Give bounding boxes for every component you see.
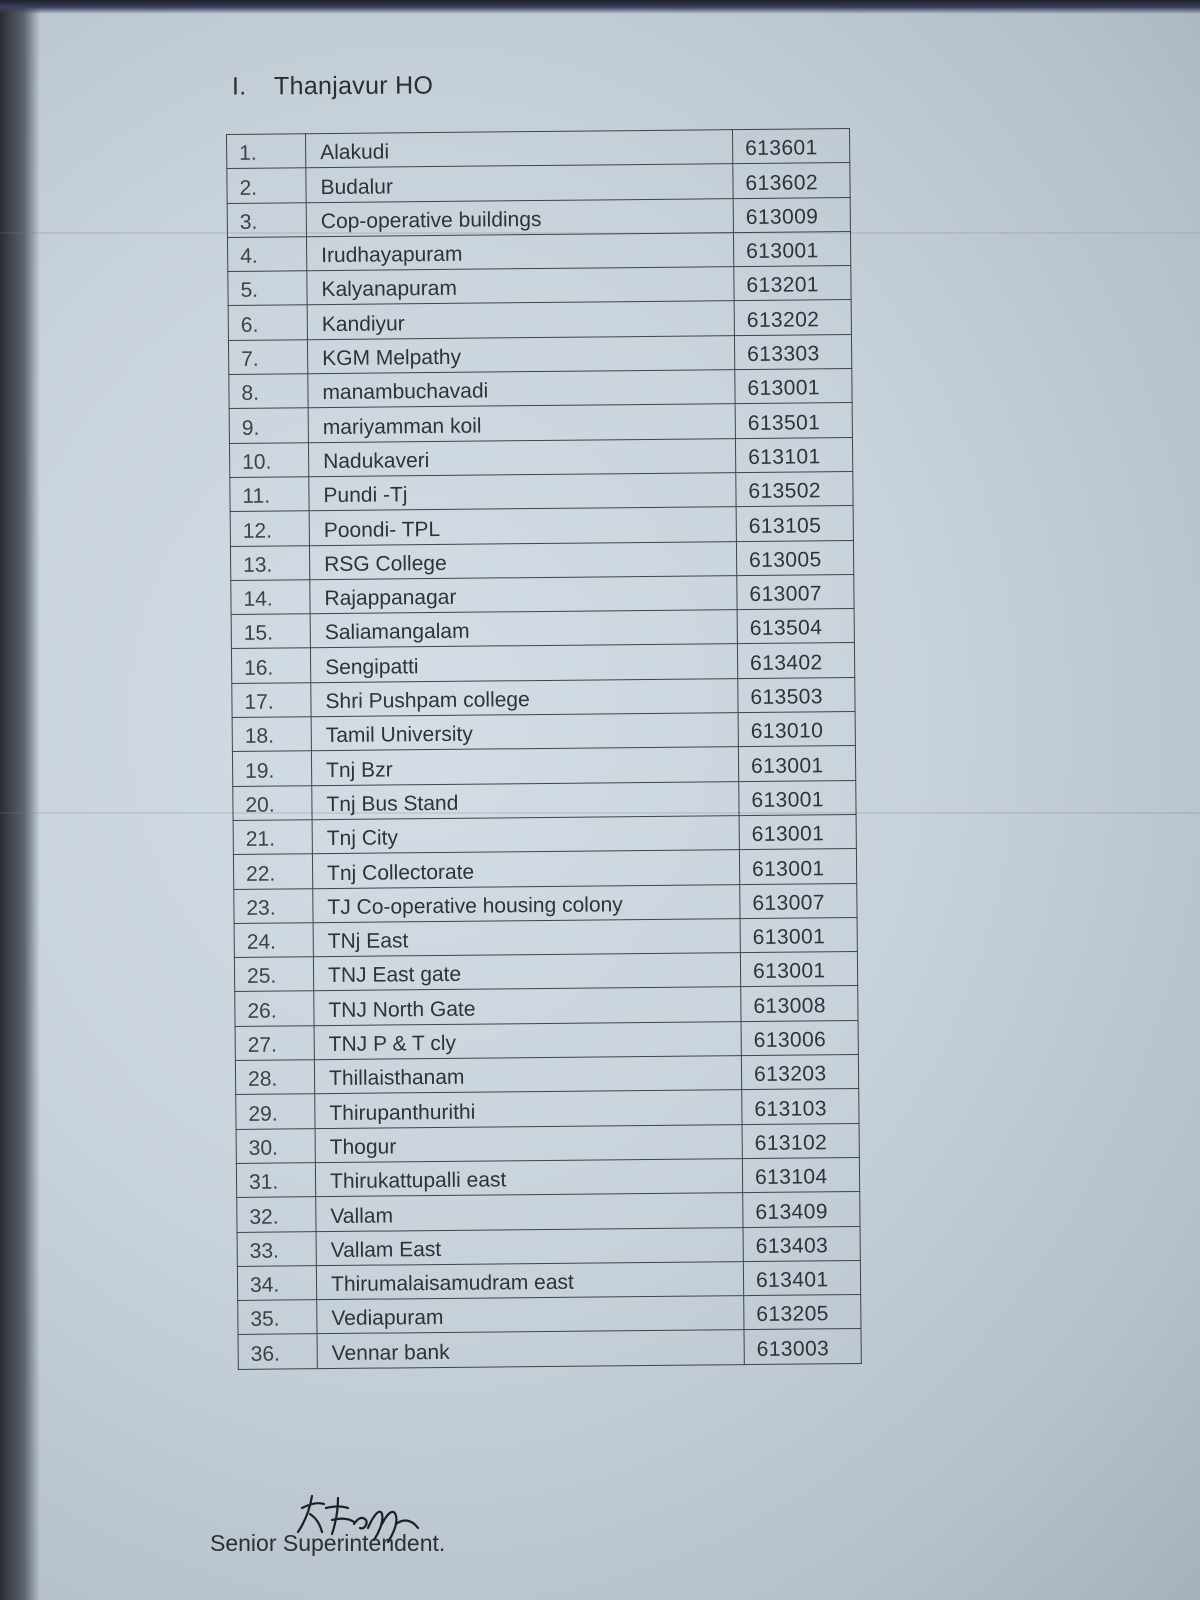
pin-code: 613602: [733, 163, 850, 198]
row-number: 8.: [229, 374, 308, 409]
table-row: [237, 1260, 860, 1300]
pin-code: 613001: [739, 780, 856, 815]
office-name: Thirumalaisamudram east: [316, 1261, 743, 1299]
table-row: [227, 129, 850, 169]
pin-code: 613007: [737, 574, 854, 609]
office-name: Kandiyur: [307, 301, 734, 339]
table-row: [235, 986, 858, 1026]
office-name: KGM Melpathy: [307, 335, 734, 373]
table-row: [227, 163, 850, 203]
office-name: Vennar bank: [317, 1330, 744, 1368]
office-name: mariyamman koil: [308, 404, 735, 442]
office-name: Thogur: [315, 1124, 742, 1162]
office-name: TJ Co-operative housing colony: [313, 884, 740, 922]
row-number: 20.: [233, 785, 312, 820]
pin-code: 613007: [740, 883, 857, 918]
office-name: Vallam: [316, 1193, 743, 1231]
row-number: 28.: [235, 1060, 314, 1095]
row-number: 10.: [229, 442, 308, 477]
row-number: 31.: [236, 1163, 315, 1198]
office-name: Tnj Bzr: [311, 747, 738, 785]
pin-code: 613003: [744, 1329, 861, 1364]
row-number: 33.: [237, 1231, 316, 1266]
table-row: [230, 506, 853, 546]
office-name: Shri Pushpam college: [311, 678, 738, 716]
office-name: Tnj Collectorate: [312, 850, 739, 888]
office-name: Kalyanapuram: [307, 267, 734, 305]
pin-code: 613402: [737, 643, 854, 678]
row-number: 5.: [228, 271, 307, 306]
table-row: [234, 883, 857, 923]
office-name: TNj East: [313, 918, 740, 956]
pin-code: 613102: [742, 1123, 859, 1158]
table-row: [238, 1295, 861, 1335]
table-row: [232, 677, 855, 717]
office-name: Saliamangalam: [310, 610, 737, 648]
pin-code: 613001: [733, 231, 850, 266]
office-name: TNJ North Gate: [314, 987, 741, 1025]
table-row: [227, 231, 850, 271]
table-row: [235, 1054, 858, 1094]
row-number: 6.: [228, 305, 307, 340]
office-name: Cop-operative buildings: [306, 198, 733, 236]
row-number: 36.: [238, 1334, 317, 1369]
row-number: 19.: [232, 751, 311, 786]
table-row: [232, 712, 855, 752]
office-name: TNJ P & T cly: [314, 1021, 741, 1059]
pin-code: 613503: [738, 677, 855, 712]
row-number: 9.: [229, 408, 308, 443]
pin-code: 613205: [744, 1295, 861, 1330]
office-name: RSG College: [309, 541, 736, 579]
table-row: [232, 746, 855, 786]
row-number: 12.: [230, 511, 309, 546]
row-number: 26.: [235, 991, 314, 1026]
office-name: Tamil University: [311, 713, 738, 751]
section-number: I.: [231, 72, 247, 101]
pin-code: 613101: [735, 437, 852, 472]
pin-code: 613601: [732, 129, 849, 164]
row-number: 2.: [227, 168, 306, 203]
table-row: [231, 609, 854, 649]
row-number: 18.: [232, 717, 311, 752]
table-row: [227, 197, 850, 237]
row-number: 17.: [232, 682, 311, 717]
pin-code: 613008: [741, 986, 858, 1021]
pin-code: 613009: [733, 197, 850, 232]
table-row: [233, 814, 856, 854]
table-row: [236, 1123, 859, 1163]
pin-code: 613001: [735, 369, 852, 404]
office-name: Vediapuram: [317, 1296, 744, 1334]
office-name: Budalur: [306, 164, 733, 202]
office-name: Thirupanthurithi: [315, 1090, 742, 1128]
office-name: manambuchavadi: [308, 370, 735, 408]
office-name: Vallam East: [316, 1227, 743, 1265]
office-name: Poondi- TPL: [309, 507, 736, 545]
row-number: 30.: [236, 1128, 315, 1163]
office-name: Irudhayapuram: [306, 233, 733, 271]
table-row: [236, 1157, 859, 1197]
table-row: [234, 917, 857, 957]
pin-code: 613501: [735, 403, 852, 438]
table-row: [236, 1089, 859, 1129]
row-number: 24.: [234, 923, 313, 958]
row-number: 16.: [231, 648, 310, 683]
row-number: 22.: [233, 854, 312, 889]
table-row: [235, 1020, 858, 1060]
pin-code: 613401: [743, 1260, 860, 1295]
row-number: 25.: [234, 957, 313, 992]
table-row: [233, 849, 856, 889]
pin-code: 613202: [734, 300, 851, 335]
row-number: 4.: [227, 237, 306, 272]
pin-code: 613001: [739, 849, 856, 884]
row-number: 35.: [238, 1300, 317, 1335]
pin-code: 613502: [736, 471, 853, 506]
row-number: 14.: [231, 580, 310, 615]
section-title: Thanjavur HO: [273, 71, 434, 101]
table-row: [228, 300, 851, 340]
office-name: Thillaisthanam: [314, 1056, 741, 1094]
table-row: [233, 780, 856, 820]
table-row: [229, 369, 852, 409]
post-office-table: [226, 128, 862, 1370]
row-number: 27.: [235, 1025, 314, 1060]
row-number: 7.: [228, 340, 307, 375]
row-number: 13.: [230, 545, 309, 580]
office-name: Alakudi: [306, 130, 733, 168]
office-name: Sengipatti: [310, 644, 737, 682]
table-row: [228, 334, 851, 374]
pin-code: 613010: [738, 712, 855, 747]
table-row: [230, 540, 853, 580]
pin-code: 613103: [742, 1089, 859, 1124]
row-number: 11.: [230, 477, 309, 512]
table-row: [231, 643, 854, 683]
row-number: 21.: [233, 820, 312, 855]
pin-code: 613403: [743, 1226, 860, 1261]
office-name: Tnj Bus Stand: [312, 781, 739, 819]
row-number: 1.: [227, 134, 306, 169]
pin-code: 613303: [734, 334, 851, 369]
office-name: Rajappanagar: [310, 575, 737, 613]
pin-code: 613001: [740, 917, 857, 952]
pin-code: 613001: [740, 952, 857, 987]
office-name: Nadukaveri: [308, 438, 735, 476]
row-number: 32.: [237, 1197, 316, 1232]
office-name: TNJ East gate: [313, 953, 740, 991]
table-row: [238, 1329, 861, 1369]
footer-designation: Senior Superintendent.: [210, 1530, 446, 1556]
table-row: [237, 1192, 860, 1232]
office-name: Pundi -Tj: [309, 473, 736, 511]
pin-code: 613001: [738, 746, 855, 781]
pin-code: 613504: [737, 609, 854, 644]
office-name: Thirukattupalli east: [315, 1158, 742, 1196]
pin-code: 613105: [736, 506, 853, 541]
office-name: Tnj City: [312, 816, 739, 854]
pin-code: 613203: [741, 1054, 858, 1089]
pin-code: 613006: [741, 1020, 858, 1055]
row-number: 34.: [237, 1265, 316, 1300]
section-heading: [232, 71, 433, 101]
row-number: 29.: [236, 1094, 315, 1129]
pin-code: 613104: [742, 1157, 859, 1192]
pin-code: 613005: [736, 540, 853, 575]
table-row: [237, 1226, 860, 1266]
table-row: [230, 471, 853, 511]
row-number: 15.: [231, 614, 310, 649]
table-row: [229, 403, 852, 443]
row-number: 3.: [227, 202, 306, 237]
table-row: [229, 437, 852, 477]
table-row: [231, 574, 854, 614]
table-row: [228, 266, 851, 306]
row-number: 23.: [234, 888, 313, 923]
table-row: [234, 952, 857, 992]
pin-code: 613201: [734, 266, 851, 301]
pin-code: 613001: [739, 814, 856, 849]
pin-code: 613409: [743, 1192, 860, 1227]
